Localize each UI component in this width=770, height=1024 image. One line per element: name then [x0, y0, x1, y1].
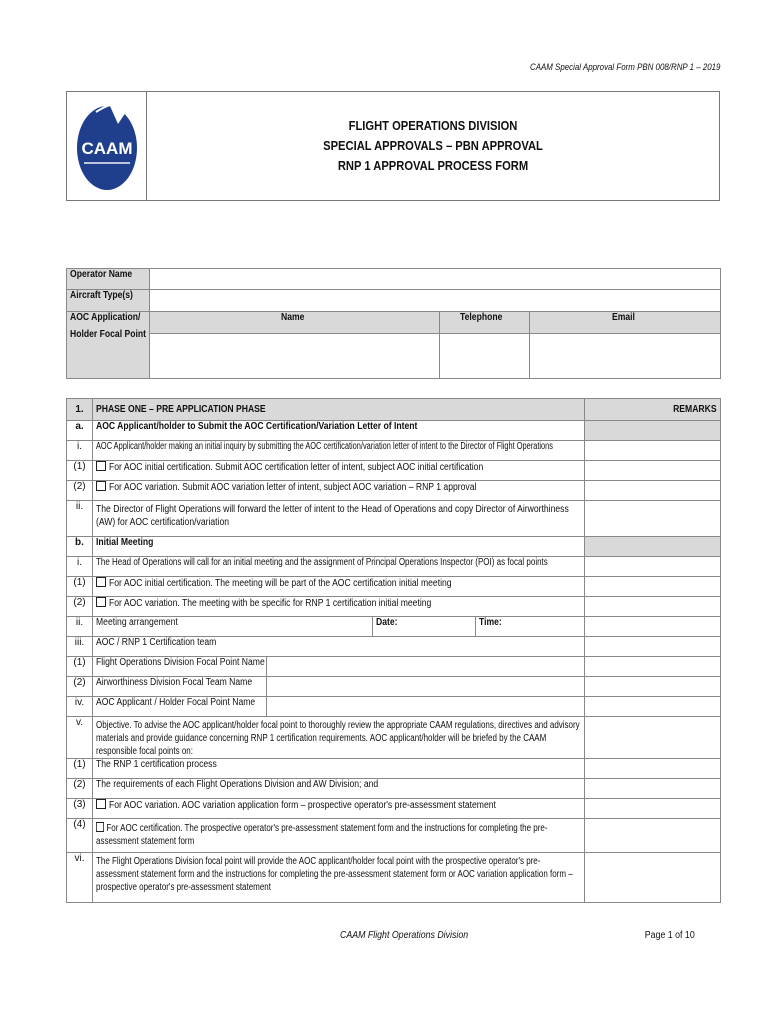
operator-table — [66, 268, 721, 379]
remarks-cell[interactable] — [585, 759, 721, 779]
meeting-time-field[interactable]: Time: — [476, 617, 585, 637]
meeting-date-field[interactable]: Date: — [373, 617, 476, 637]
remarks-cell[interactable] — [585, 577, 721, 597]
row-text: The Director of Flight Operations will forward the letter of intent to the Head of Operations and copy Director of Airworthiness (AW) for AOC certification/variation — [93, 501, 585, 537]
focal-point-label: AOC Application/ Holder Focal Point — [67, 312, 150, 379]
row-text: Flight Operations Division Focal Point Name — [93, 657, 267, 677]
row-text: The requirements of each Flight Operations Division and AW Division; and — [93, 779, 585, 799]
focal-email-field[interactable] — [530, 334, 721, 379]
row-text: AOC Applicant/holder making an initial inquiry by submitting the AOC certification/variation letter of intent to the Director of Flight Operations — [93, 441, 585, 461]
form-reference: CAAM Special Approval Form PBN 008/RNP 1 – 2019 — [529, 62, 720, 72]
remarks-cell[interactable] — [585, 481, 721, 501]
row-text: For AOC initial certification. The meeting will be part of the AOC certification initial meeting — [93, 577, 585, 597]
row-text: Objective. To advise the AOC applicant/holder focal point to thoroughly review the appropriate CAAM regulations, directives and advisory materials and provide guidance concerning RNP 1 certification requirements. AOC applicant/holder will be briefed by the CAAM responsible focal points on: — [93, 717, 585, 759]
remarks-cell[interactable] — [585, 853, 721, 903]
row-number: (1) — [67, 461, 93, 481]
remarks-cell[interactable] — [585, 617, 721, 637]
row-number: vi. — [67, 853, 93, 903]
row-number: iv. — [67, 697, 93, 717]
caam-logo — [74, 98, 140, 194]
name-field[interactable] — [267, 697, 585, 717]
phase-one-table — [66, 398, 721, 903]
remarks-cell[interactable] — [585, 657, 721, 677]
row-text: Airworthiness Division Focal Team Name — [93, 677, 267, 697]
row-text: For AOC variation. AOC variation application form – prospective operator's pre-assessment statement — [93, 799, 585, 819]
remarks-cell[interactable] — [585, 677, 721, 697]
table-row — [67, 597, 721, 617]
remarks-cell[interactable] — [585, 799, 721, 819]
row-number: i. — [67, 441, 93, 461]
name-field[interactable] — [267, 657, 585, 677]
table-row — [67, 557, 721, 577]
row-number: (2) — [67, 481, 93, 501]
row-number: a. — [67, 421, 93, 441]
row-text: For AOC initial certification. Submit AOC certification letter of intent, subject AOC initial certification — [93, 461, 585, 481]
table-row — [67, 657, 721, 677]
title-line-3: RNP 1 APPROVAL PROCESS FORM — [337, 158, 529, 173]
row-text: AOC Applicant / Holder Focal Point Name — [93, 697, 267, 717]
remarks-cell[interactable] — [585, 717, 721, 759]
remarks-cell[interactable] — [585, 421, 721, 441]
row-number: (3) — [67, 799, 93, 819]
row-number: (2) — [67, 677, 93, 697]
table-row — [67, 577, 721, 597]
table-row — [67, 421, 721, 441]
checkbox[interactable] — [96, 799, 106, 809]
form-title — [187, 92, 679, 200]
row-number: (2) — [67, 779, 93, 799]
remarks-cell[interactable] — [585, 441, 721, 461]
title-line-2: SPECIAL APPROVALS – PBN APPROVAL — [323, 138, 543, 153]
remarks-cell[interactable] — [585, 537, 721, 557]
row-number: i. — [67, 557, 93, 577]
page-number: Page 1 of 10 — [645, 930, 695, 941]
row-number: iii. — [67, 637, 93, 657]
row-number: (2) — [67, 597, 93, 617]
table-row — [67, 537, 721, 557]
row-text: For AOC variation. Submit AOC variation letter of intent, subject AOC variation – RNP 1 approval — [93, 481, 585, 501]
table-row — [67, 677, 721, 697]
phase-number: 1. — [67, 399, 93, 421]
operator-name-field[interactable] — [150, 269, 721, 290]
table-row — [67, 501, 721, 537]
row-number: (4) — [67, 819, 93, 853]
title-box — [66, 91, 720, 201]
row-number: (1) — [67, 577, 93, 597]
table-row — [67, 481, 721, 501]
row-text: AOC / RNP 1 Certification team — [93, 637, 585, 657]
row-text: For AOC variation. The meeting with be specific for RNP 1 certification initial meeting — [93, 597, 585, 617]
checkbox[interactable] — [96, 461, 106, 471]
table-row — [67, 779, 721, 799]
table-row — [67, 799, 721, 819]
col-email: Email — [530, 312, 721, 334]
row-text: The Flight Operations Division focal point will provide the AOC applicant/holder focal point with the prospective operator's pre-assessment statement form and the instructions for completing the pre-assessment statement form or AOC variation application form – prospective operator's pre-assessment statement — [93, 853, 585, 903]
row-number: b. — [67, 537, 93, 557]
table-row — [67, 637, 721, 657]
row-text: AOC Applicant/holder to Submit the AOC Certification/Variation Letter of Intent — [93, 421, 585, 441]
row-text: Meeting arrangement — [93, 617, 373, 637]
table-row — [67, 617, 721, 637]
table-row — [67, 441, 721, 461]
remarks-cell[interactable] — [585, 501, 721, 537]
remarks-cell[interactable] — [585, 697, 721, 717]
table-row — [67, 853, 721, 903]
table-row — [67, 759, 721, 779]
focal-name-field[interactable] — [150, 334, 440, 379]
remarks-cell[interactable] — [585, 461, 721, 481]
checkbox[interactable] — [96, 481, 106, 491]
row-number: ii. — [67, 617, 93, 637]
remarks-cell[interactable] — [585, 597, 721, 617]
row-text: The RNP 1 certification process — [93, 759, 585, 779]
table-row — [67, 717, 721, 759]
remarks-cell[interactable] — [585, 819, 721, 853]
table-row — [67, 697, 721, 717]
name-field[interactable] — [267, 677, 585, 697]
aircraft-types-label: Aircraft Type(s) — [67, 290, 150, 312]
row-number: (1) — [67, 657, 93, 677]
table-row — [67, 461, 721, 481]
table-row — [67, 819, 721, 853]
logo-cell — [67, 92, 147, 200]
row-text: Initial Meeting — [93, 537, 585, 557]
row-text: For AOC certification. The prospective operator's pre-assessment statement form and the instructions for completing the pre-assessment statement form — [93, 819, 585, 853]
remarks-header: REMARKS — [585, 399, 721, 421]
phase-title: PHASE ONE – PRE APPLICATION PHASE — [93, 399, 585, 421]
row-text: The Head of Operations will call for an initial meeting and the assignment of Principal Operations Inspector (POI) as focal points — [93, 557, 585, 577]
row-number: ii. — [67, 501, 93, 537]
focal-telephone-field[interactable] — [440, 334, 530, 379]
remarks-cell[interactable] — [585, 779, 721, 799]
remarks-cell[interactable] — [585, 637, 721, 657]
col-telephone: Telephone — [440, 312, 530, 334]
logo-text: CAAM — [81, 139, 132, 158]
checkbox[interactable] — [96, 577, 106, 587]
remarks-cell[interactable] — [585, 557, 721, 577]
row-number: v. — [67, 717, 93, 759]
checkbox[interactable] — [96, 822, 104, 832]
title-line-1: FLIGHT OPERATIONS DIVISION — [348, 118, 518, 133]
col-name: Name — [150, 312, 440, 334]
operator-name-label: Operator Name — [67, 269, 150, 290]
row-number: (1) — [67, 759, 93, 779]
checkbox[interactable] — [96, 597, 106, 607]
aircraft-types-field[interactable] — [150, 290, 721, 312]
footer-division: CAAM Flight Operations Division — [340, 930, 469, 941]
